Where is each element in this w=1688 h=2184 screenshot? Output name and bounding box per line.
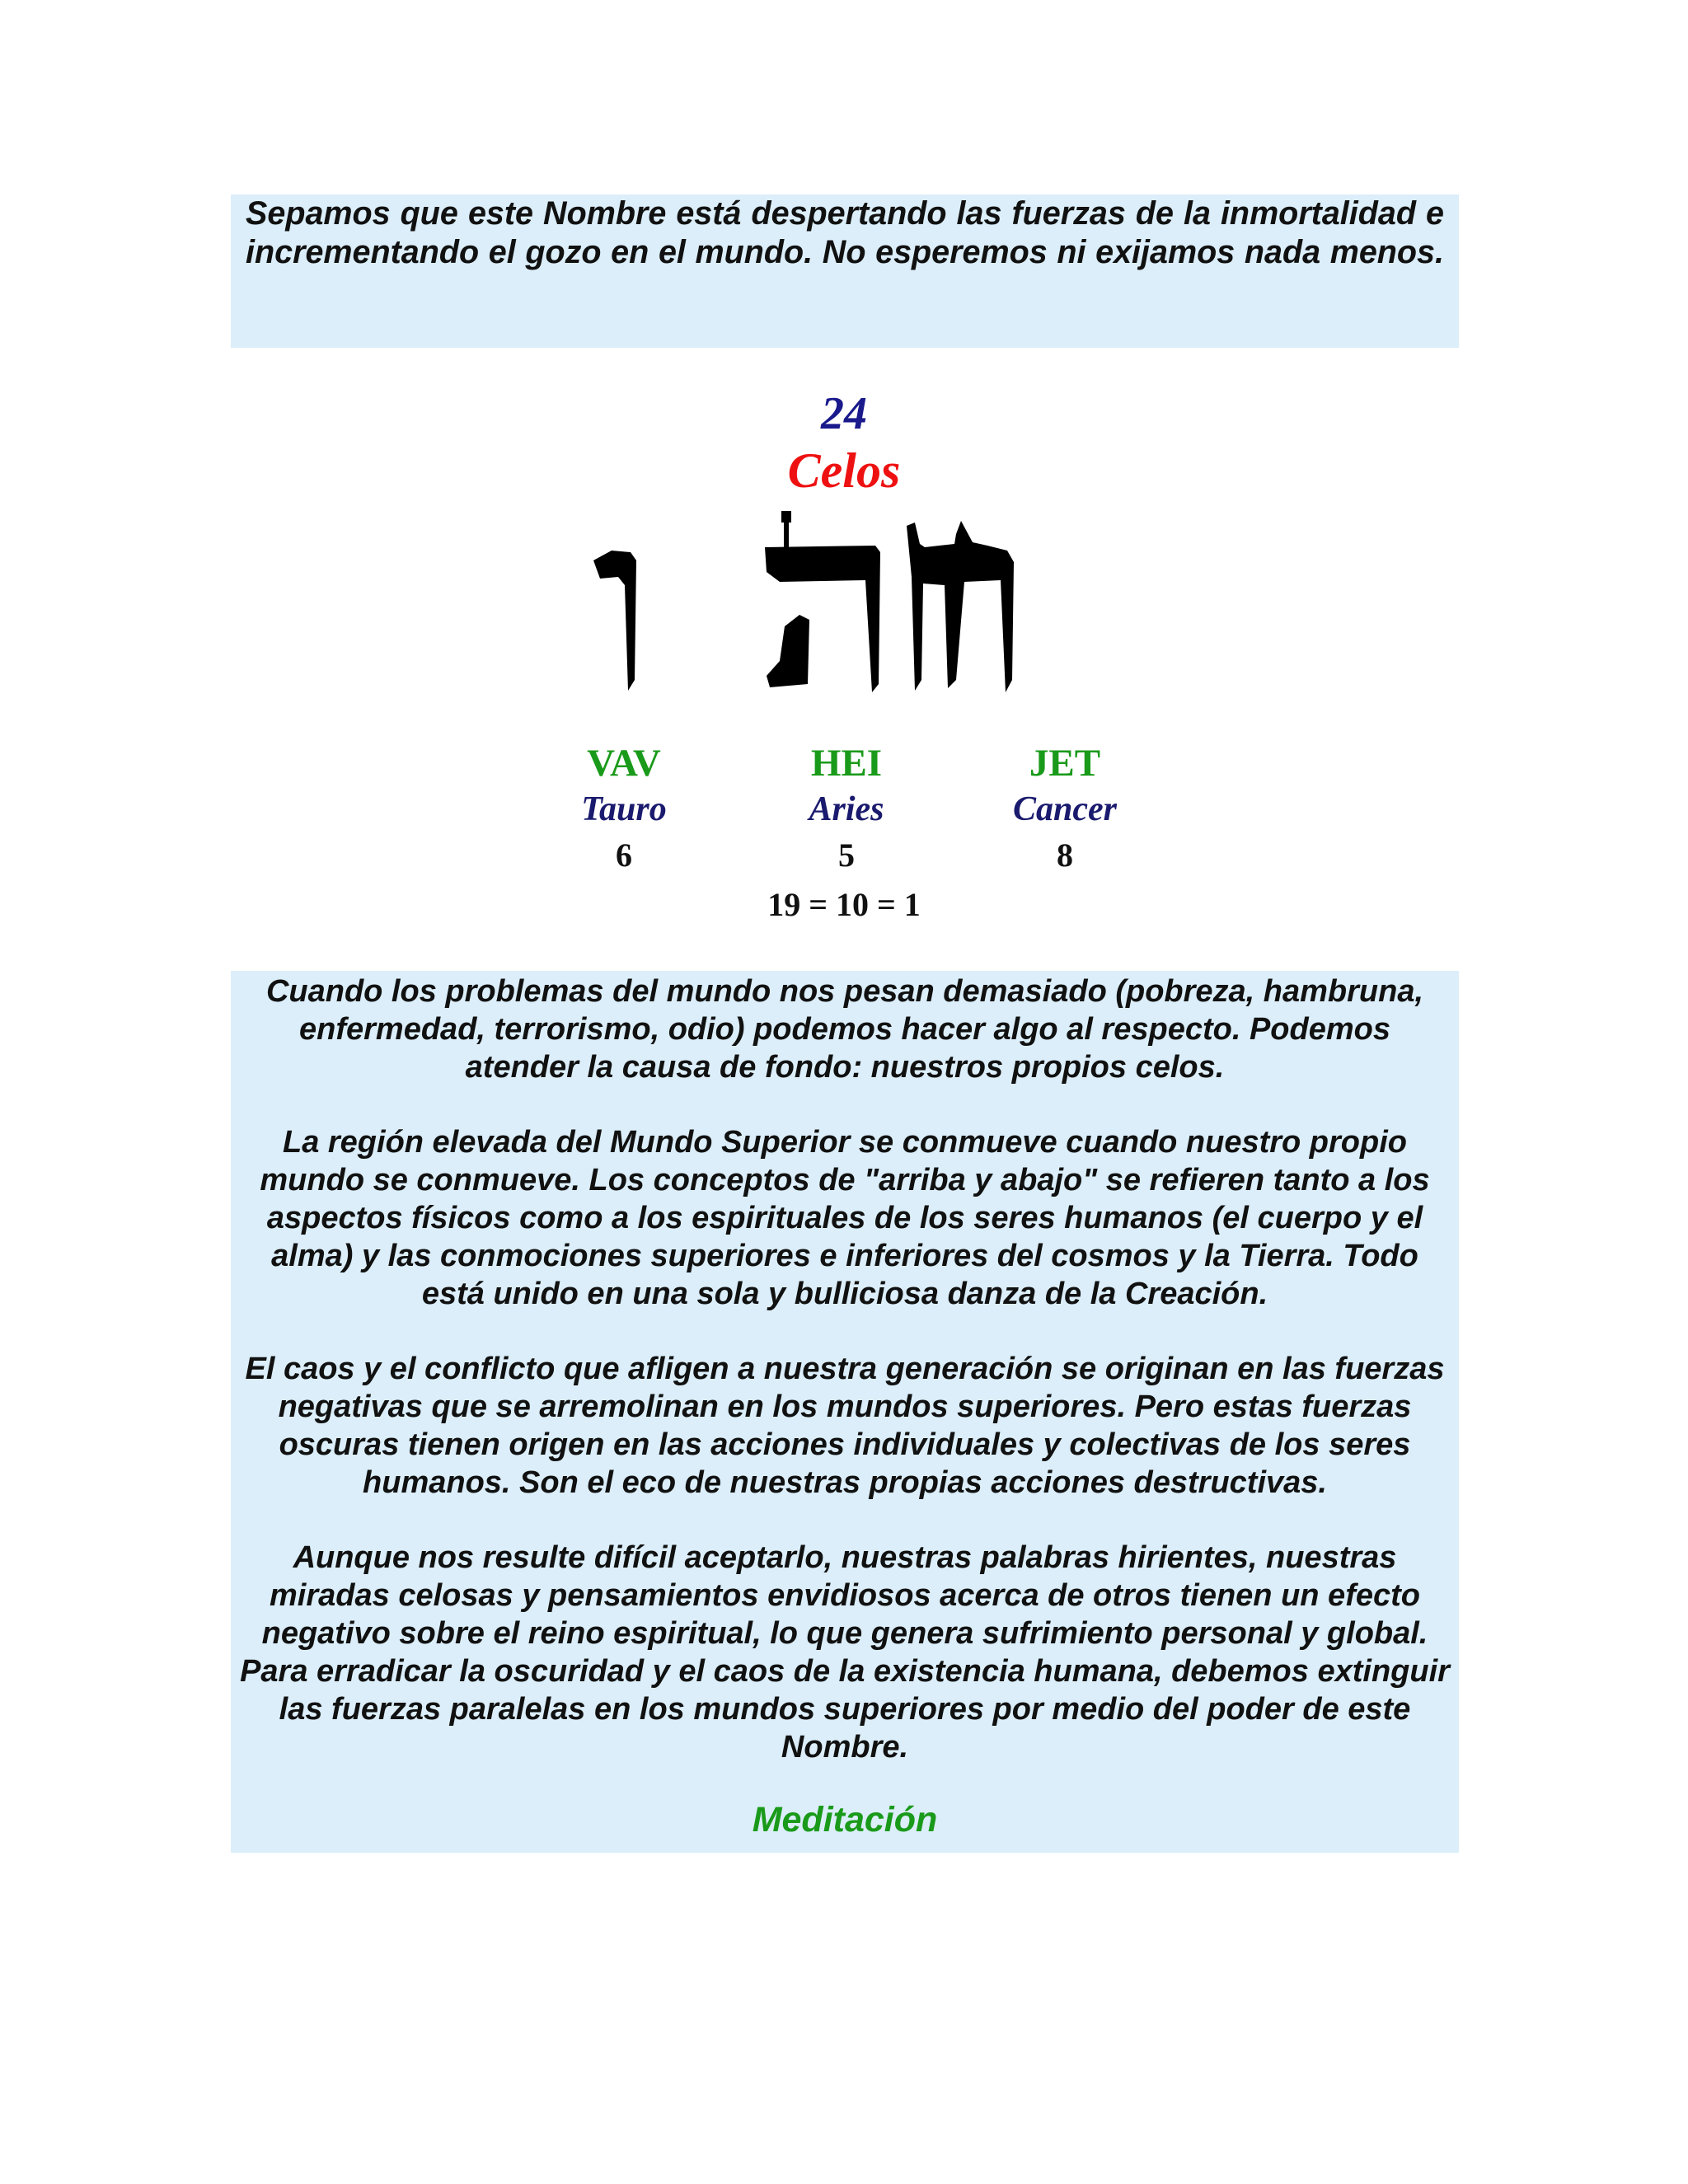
intro-text	[246, 194, 1444, 272]
letter-sign-hei: Aries	[809, 790, 884, 828]
letter-value-hei: 5	[838, 837, 855, 874]
intro-line-2: incrementando el gozo en el mundo. No esperemos ni exijamos nada menos.	[246, 234, 1444, 270]
paragraph-1: Cuando los problemas del mundo nos pesan demasiado (pobreza, hambruna, enfermedad, terrorismo, odio) podemos hacer algo al respecto. Podemos atender la causa de fondo: nuestros propios celos.	[265, 974, 1424, 1085]
paragraph-3: El caos y el conflicto que afligen a nuestra generación se originan en las fuerzas negativas que se arremolinan en los mundos superiores. Pero estas fuerzas oscuras tienen origen en las acciones individuales y colectivas de los seres humanos. Son el eco de nuestras propias acciones destructivas.	[245, 1352, 1445, 1500]
jet-glyph	[907, 521, 1014, 692]
name-title: Celos	[787, 443, 901, 498]
letter-name-jet: JET	[1029, 742, 1101, 785]
letter-column-jet	[958, 740, 1172, 879]
hei-glyph	[765, 511, 880, 692]
gematria-sum: 19 = 10 = 1	[767, 886, 921, 923]
vav-glyph	[593, 551, 636, 691]
name-number: 24	[821, 388, 867, 439]
hebrew-letters-image	[569, 511, 1146, 701]
letter-value-jet: 8	[1057, 837, 1073, 874]
letter-value-vav: 6	[616, 837, 632, 874]
letter-sign-jet: Cancer	[1013, 790, 1117, 828]
paragraph-4: Aunque nos resulte difícil aceptarlo, nuestras palabras hirientes, nuestras miradas celosas y pensamientos envidiosos acerca de otros tienen un efecto negativo sobre el reino espiritual, lo que genera sufrimiento personal y global. Para erradicar la oscuridad y el caos de la existencia humana, debemos extinguir las fuerzas paralelas en los mundos superiores por medio del poder de este Nombre.	[240, 1540, 1450, 1765]
description-box	[231, 971, 1459, 1853]
letter-column-vav	[517, 740, 731, 879]
letter-column-hei	[739, 740, 954, 879]
paragraph-2: La región elevada del Mundo Superior se conmueve cuando nuestro propio mundo se conmueve. Los conceptos de "arriba y abajo" se refieren tanto a los aspectos físicos como a los espirituales de los seres humanos (el cuerpo y el alma) y las conmociones superiores e inferiores del cosmos y la Tierra. Todo está unido en una sola y bulliciosa danza de la Creación.	[260, 1125, 1430, 1311]
meditation-heading: Meditación	[752, 1800, 938, 1840]
intro-line-1: Sepamos que este Nombre está despertando las fuerzas de la inmortalidad e	[246, 195, 1444, 232]
intro-box	[231, 194, 1459, 348]
letter-name-hei: HEI	[810, 742, 883, 785]
letter-name-vav: VAV	[587, 742, 661, 785]
letter-sign-vav: Tauro	[581, 790, 667, 828]
